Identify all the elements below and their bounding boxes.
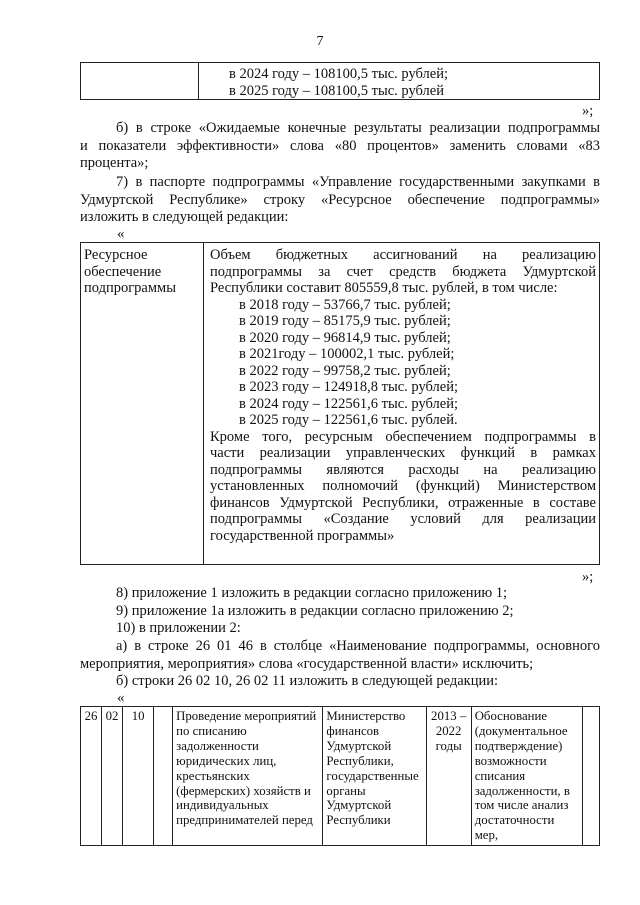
year-line: в 2023 году – 124918,8 тыс. рублей; xyxy=(239,379,459,395)
text-line: б) в строке «Ожидаемые конечные результаты реализации подпрограммы xyxy=(116,120,600,136)
text-line: 7) в паспорте подпрограммы «Управление государственными закупками в xyxy=(116,174,600,190)
year-line: в 2025 году – 122561,6 тыс. рублей. xyxy=(239,412,458,428)
label-line: Ресурсное xyxy=(84,247,148,263)
cell-line: индивидуальных xyxy=(176,798,269,813)
outro-line: подпрограммы являются расходы на реализацию xyxy=(210,461,596,478)
cell-line: достаточности мер, xyxy=(474,813,555,843)
item-10: 10) в приложении 2: xyxy=(116,620,241,637)
year-line: в 2024 году – 122561,6 тыс. рублей; xyxy=(239,395,459,412)
empty-cell xyxy=(154,707,173,846)
paragraph-7 xyxy=(80,174,600,227)
cell-line: 2022 xyxy=(435,723,462,738)
closing-quote: »; xyxy=(582,103,594,119)
label-line: обеспечение xyxy=(84,263,162,280)
activity-name-cell xyxy=(173,707,323,846)
cell-line: 2013 – xyxy=(431,709,467,723)
table-row xyxy=(81,707,600,846)
item-8: 8) приложение 1 изложить в редакции согласно приложению 1; xyxy=(116,585,508,601)
text-line: процента»; xyxy=(80,155,149,172)
year-line: в 2019 году – 85175,9 тыс. рублей; xyxy=(239,313,451,329)
period-cell xyxy=(426,707,471,846)
code-cell: 10 xyxy=(123,707,154,846)
cell-line: Республики, xyxy=(326,753,394,768)
cell-line: предпринимателей перед xyxy=(176,813,313,828)
cell-line: юридических лиц, xyxy=(176,753,277,768)
numbered-items xyxy=(116,585,600,638)
year-line: в 2024 году – 108100,5 тыс. рублей; xyxy=(229,66,449,82)
code-cell: 02 xyxy=(102,707,123,846)
resource-content-cell xyxy=(204,243,600,565)
cell-line: государственные xyxy=(326,768,419,783)
cell-line: крестьянских xyxy=(176,768,250,783)
cell-line: Удмуртской xyxy=(326,738,392,753)
cell-line: задолженности xyxy=(176,738,259,753)
cell-line: Удмуртской xyxy=(326,798,392,813)
empty-cell xyxy=(582,707,599,846)
opening-quote: « xyxy=(117,690,125,706)
year-line: в 2018 году – 53766,7 тыс. рублей; xyxy=(239,296,451,313)
cell-line: по списанию xyxy=(176,723,247,738)
year-line: в 2025 году – 108100,5 тыс. рублей xyxy=(229,82,444,99)
outro-line: государственной программы» xyxy=(210,527,395,544)
text-line: мероприятия, мероприятия» слова «государственной власти» исключить; xyxy=(80,655,534,672)
paragraph-a xyxy=(80,638,600,673)
resource-provision-table xyxy=(80,242,600,565)
years-cell xyxy=(199,63,600,100)
year-line: в 2021году – 100002,1 тыс. рублей; xyxy=(239,346,455,362)
item-9: 9) приложение 1а изложить в редакции согласно приложению 2; xyxy=(116,602,514,619)
text-line: изложить в следующей редакции: xyxy=(80,209,289,226)
cell-line: подтверждение) xyxy=(474,738,563,753)
outro-line: подпрограммы «Создание условий для реализации xyxy=(210,511,596,527)
outro-line: Кроме того, ресурсным обеспечением подпрограммы в xyxy=(210,428,596,445)
resource-label-cell xyxy=(81,243,204,565)
cell-line: Проведение мероприятий xyxy=(176,709,317,723)
label-line: подпрограммы xyxy=(84,280,176,296)
cell-line: органы xyxy=(326,783,366,798)
page-number: 7 xyxy=(316,34,324,49)
cell-line: том числе анализ xyxy=(474,798,569,813)
intro-line: Объем бюджетных ассигнований на реализацию xyxy=(210,247,596,263)
cell-line: (фермерских) хозяйств и xyxy=(176,783,311,798)
cell-line: списания xyxy=(474,768,526,783)
cell-line: Республики xyxy=(326,813,391,828)
year-line: в 2020 году – 96814,9 тыс. рублей; xyxy=(239,329,451,346)
paragraph-b-rows: б) строки 26 02 10, 26 02 11 изложить в следующей редакции: xyxy=(116,673,499,689)
cell-line: Обоснование xyxy=(474,709,548,723)
opening-quote: « xyxy=(117,226,125,242)
executor-cell xyxy=(323,707,426,846)
cell-line: возможности xyxy=(474,753,547,768)
cell-line: годы xyxy=(435,738,462,753)
intro-line: Республики составит 805559,8 тыс. рублей, в том числе: xyxy=(210,280,558,296)
cell-line: Министерство xyxy=(326,709,406,723)
budget-continuation-table xyxy=(80,62,600,100)
program-rows-table xyxy=(80,706,600,846)
outro-line: части реализации управленческих функций в рамках xyxy=(210,445,596,461)
intro-line: подпрограммы за счет средств бюджета Удмуртской xyxy=(210,263,596,280)
text-line: а) в строке 26 01 46 в столбце «Наименование подпрограммы, основного xyxy=(116,638,600,654)
result-cell xyxy=(471,707,582,846)
cell-line: задолженности, в xyxy=(474,783,570,798)
cell-line: финансов xyxy=(326,723,380,738)
closing-quote: »; xyxy=(582,569,594,585)
year-line: в 2022 году – 99758,2 тыс. рублей; xyxy=(239,362,451,379)
empty-label-cell xyxy=(81,63,199,100)
outro-line: финансов Удмуртской Республики, отраженные в составе xyxy=(210,494,596,511)
text-line: Удмуртской Республике» строку «Ресурсное обеспечение подпрограммы» xyxy=(80,191,600,208)
outro-line: установленных полномочий (функций) Министерством xyxy=(210,478,596,494)
code-cell: 26 xyxy=(81,707,102,846)
text-line: и показатели эффективности» слова «80 процентов» заменить словами «83 xyxy=(80,137,600,154)
paragraph-b-criteria xyxy=(80,120,600,173)
cell-line: (документальное xyxy=(474,723,568,738)
